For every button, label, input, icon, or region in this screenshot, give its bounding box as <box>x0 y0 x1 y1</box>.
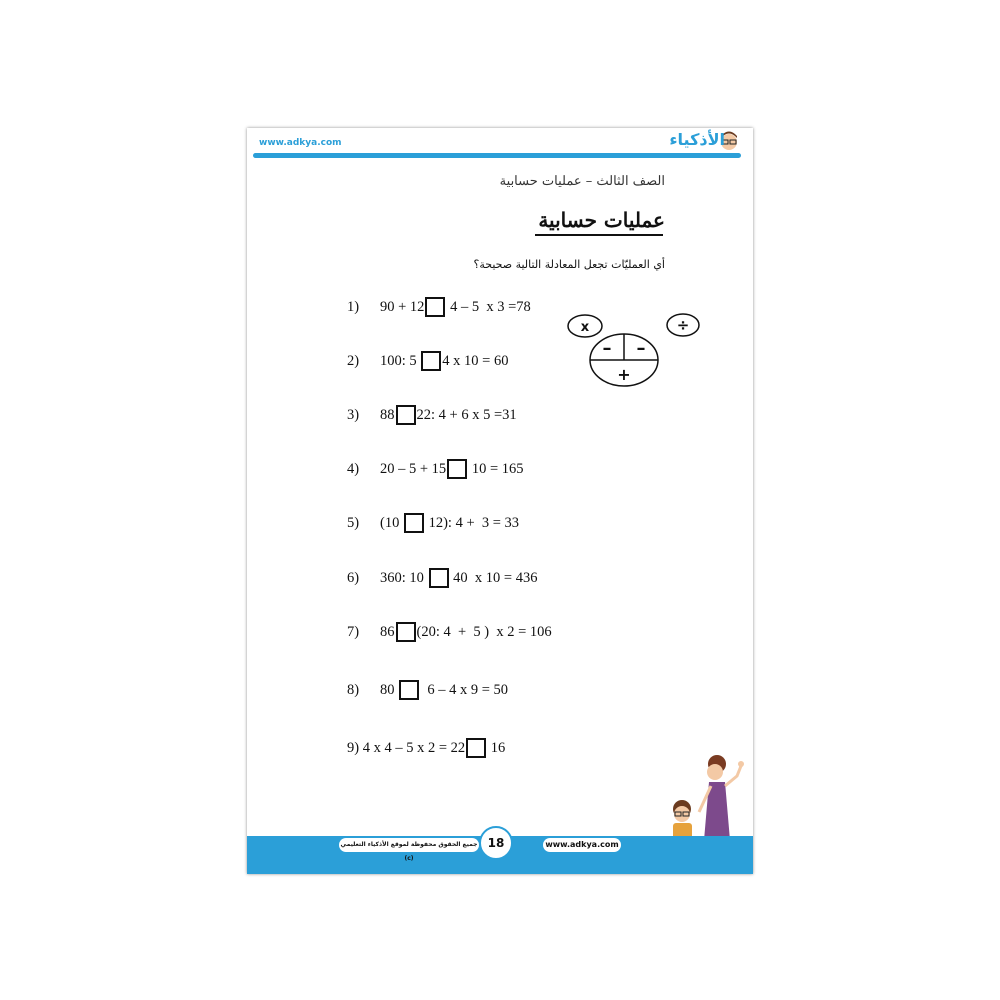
equation-number: 8) <box>347 681 360 698</box>
worksheet-page <box>247 128 753 874</box>
equation-number: 3) <box>347 406 360 423</box>
grade-subtitle: الصف الثالث – عمليات حسابية <box>499 174 665 189</box>
answer-box[interactable] <box>447 459 467 479</box>
equation-left: 80 <box>380 681 399 698</box>
logo-text: الأذكياء <box>669 130 725 149</box>
answer-box[interactable] <box>466 738 486 758</box>
minus-sign-right[interactable]: – <box>636 338 646 359</box>
answer-box[interactable] <box>425 297 445 317</box>
equation-left: 360: 10 <box>380 569 428 586</box>
equation-row <box>347 622 552 642</box>
equation-row <box>347 351 508 371</box>
header-bar <box>253 153 741 158</box>
equation-row <box>347 405 517 425</box>
equation-number: 5) <box>347 514 360 531</box>
answer-box[interactable] <box>396 405 416 425</box>
answer-box[interactable] <box>429 568 449 588</box>
equation-right: 16 <box>487 739 506 756</box>
equation-number: 6) <box>347 569 360 586</box>
equation-right: 22: 4 + 6 x 5 =31 <box>416 406 517 423</box>
equation-right: 4 x 10 = 60 <box>442 352 509 369</box>
equation-number: 7) <box>347 623 360 640</box>
page-title: عمليات حسابية <box>538 208 665 232</box>
equation-row <box>347 738 505 758</box>
equation-left: 88 <box>380 406 395 423</box>
minus-sign-left[interactable]: – <box>602 338 612 359</box>
page-number: 18 <box>479 826 513 860</box>
equation-left: 86 <box>380 623 395 640</box>
equation-left: 4 x 4 – 5 x 2 = 22 <box>359 739 466 756</box>
equation-right: 10 = 165 <box>468 460 524 477</box>
equation-number: 2) <box>347 352 360 369</box>
answer-box[interactable] <box>404 513 424 533</box>
plus-sign[interactable]: + <box>617 365 631 384</box>
header-site-link[interactable]: www.adkya.com <box>259 138 342 148</box>
equation-right: 12): 4 + 3 = 33 <box>424 514 520 531</box>
equation-number: 9) <box>347 739 360 756</box>
equation-right: 4 – 5 x 3 =78 <box>446 298 531 315</box>
equation-left: (10 <box>380 514 403 531</box>
footer-site-link[interactable]: www.adkya.com <box>543 838 621 852</box>
answer-box[interactable] <box>421 351 441 371</box>
divide-sign[interactable]: ÷ <box>676 316 690 334</box>
equation-right: (20: 4 + 5 ) x 2 = 106 <box>416 623 552 640</box>
equation-row <box>347 513 519 533</box>
equation-left: 90 + 12 <box>380 298 425 315</box>
title-underline <box>535 234 663 236</box>
multiply-sign[interactable]: x <box>580 320 590 335</box>
equation-right: 40 x 10 = 436 <box>449 569 538 586</box>
equation-row <box>347 680 508 700</box>
equation-right: 6 – 4 x 9 = 50 <box>420 681 509 698</box>
copyright-notice: جميع الحقوق محفوظة لموقع الأذكياء التعليمي (c) <box>339 838 479 852</box>
answer-box[interactable] <box>396 622 416 642</box>
operations-diagram <box>565 312 701 402</box>
equation-left: 20 – 5 + 15 <box>380 460 447 477</box>
equation-left: 100: 5 <box>380 352 421 369</box>
equation-number: 4) <box>347 460 360 477</box>
answer-box[interactable] <box>399 680 419 700</box>
question-text: أي العمليّات تجعل المعادلة التالية صحيحة؟ <box>473 258 665 271</box>
equation-row <box>347 297 531 317</box>
equation-row <box>347 568 537 588</box>
equation-row <box>347 459 524 479</box>
equation-number: 1) <box>347 298 360 315</box>
